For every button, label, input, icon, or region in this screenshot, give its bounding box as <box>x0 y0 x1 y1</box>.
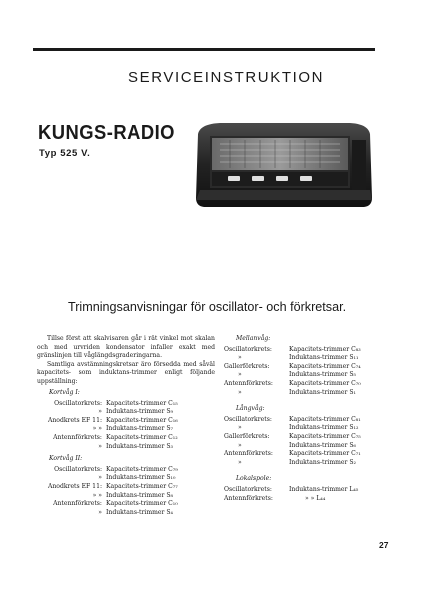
section-title: Trimningsanvisningar för oscillator- och förkretsar. <box>68 300 347 314</box>
list-item: » Induktans-trimmer S₅ <box>238 371 356 379</box>
list-item: Oscillatorkrets: Kapacitets-trimmer C₇₉ <box>54 465 178 473</box>
list-item: Anodkrets EF 11: Kapacitets-trimmer C₁₆ <box>47 416 178 424</box>
list-item: » Induktans-trimmer S₉ <box>98 408 173 416</box>
list-item: » Induktans-trimmer S₁₁ <box>238 354 359 362</box>
list-item: Antennförkrets: Kapacitets-trimmer C₁₂ <box>53 433 178 441</box>
list-item: » Induktans-trimmer S₁₂ <box>238 424 359 432</box>
band-heading: Kortvåg II: <box>49 455 83 463</box>
intro-paragraph: Tillse först att skalvisaren går i rät vinkel mot skalan och med urvriden kondensator infaller exakt med gränslinjen till våglängdsgraderingarna. <box>37 335 215 360</box>
list-item: Gallerförkrets: Kapacitets-trimmer C₇₄ <box>224 362 361 370</box>
band-heading: Kortvåg I: <box>49 389 80 396</box>
model-type: Typ 525 V. <box>39 148 91 159</box>
page-number: 27 <box>379 540 389 550</box>
list-item: Antennförkrets: Kapacitets-trimmer C₁₀ <box>53 500 178 508</box>
band-heading: Mellanvåg: <box>236 335 271 342</box>
list-item: Oscillatorkrets: Kapacitets-trimmer C₈₃ <box>224 345 361 353</box>
radio-photo <box>190 120 375 212</box>
band-heading: Lokalspole: <box>236 475 272 483</box>
intro-paragraph: Samtliga avstämningskretsar äro försedda med såväl kapacitets- som induktans-trimmer enligt följande uppställning: <box>37 360 215 385</box>
intro-text <box>37 335 215 387</box>
list-item: » Induktans-trimmer S₃ <box>98 442 173 450</box>
list-item: Oscillatorkrets: Induktans-trimmer L₄₅ <box>224 485 359 493</box>
right-band-column <box>224 335 404 503</box>
list-item: » » Induktans-trimmer S₇ <box>92 425 173 433</box>
list-item: Anodkrets EF 11: Kapacitets-trimmer C₇₇ <box>47 482 178 490</box>
list-item: Antennförkrets: Kapacitets-trimmer C₇₀ <box>224 379 361 387</box>
list-item: » Induktans-trimmer S₁₀ <box>98 474 176 482</box>
list-item: Gallerförkrets: Kapacitets-trimmer C₇₅ <box>224 432 361 440</box>
list-item: » » Induktans-trimmer S₈ <box>92 491 173 499</box>
list-item: Antennförkrets: Kapacitets-trimmer C₇₁ <box>224 450 361 458</box>
list-item: Antennförkrets: » » L₄₄ <box>224 494 326 502</box>
document-header: SERVICEINSTRUKTION <box>128 69 325 86</box>
list-item: Oscillatorkrets: Kapacitets-trimmer C₁₅ <box>54 399 178 407</box>
list-item: » Induktans-trimmer S₁ <box>238 388 356 396</box>
left-band-column <box>37 389 222 517</box>
top-rule <box>33 48 375 51</box>
list-item: » Induktans-trimmer S₂ <box>238 458 356 466</box>
brand-name: KUNGS-RADIO <box>38 122 175 144</box>
band-heading: Långvåg: <box>236 405 265 413</box>
list-item: » Induktans-trimmer S₆ <box>238 441 356 449</box>
list-item: » Induktans-trimmer S₄ <box>98 508 173 516</box>
list-item: Oscillatorkrets: Kapacitets-trimmer C₈₁ <box>224 415 361 423</box>
